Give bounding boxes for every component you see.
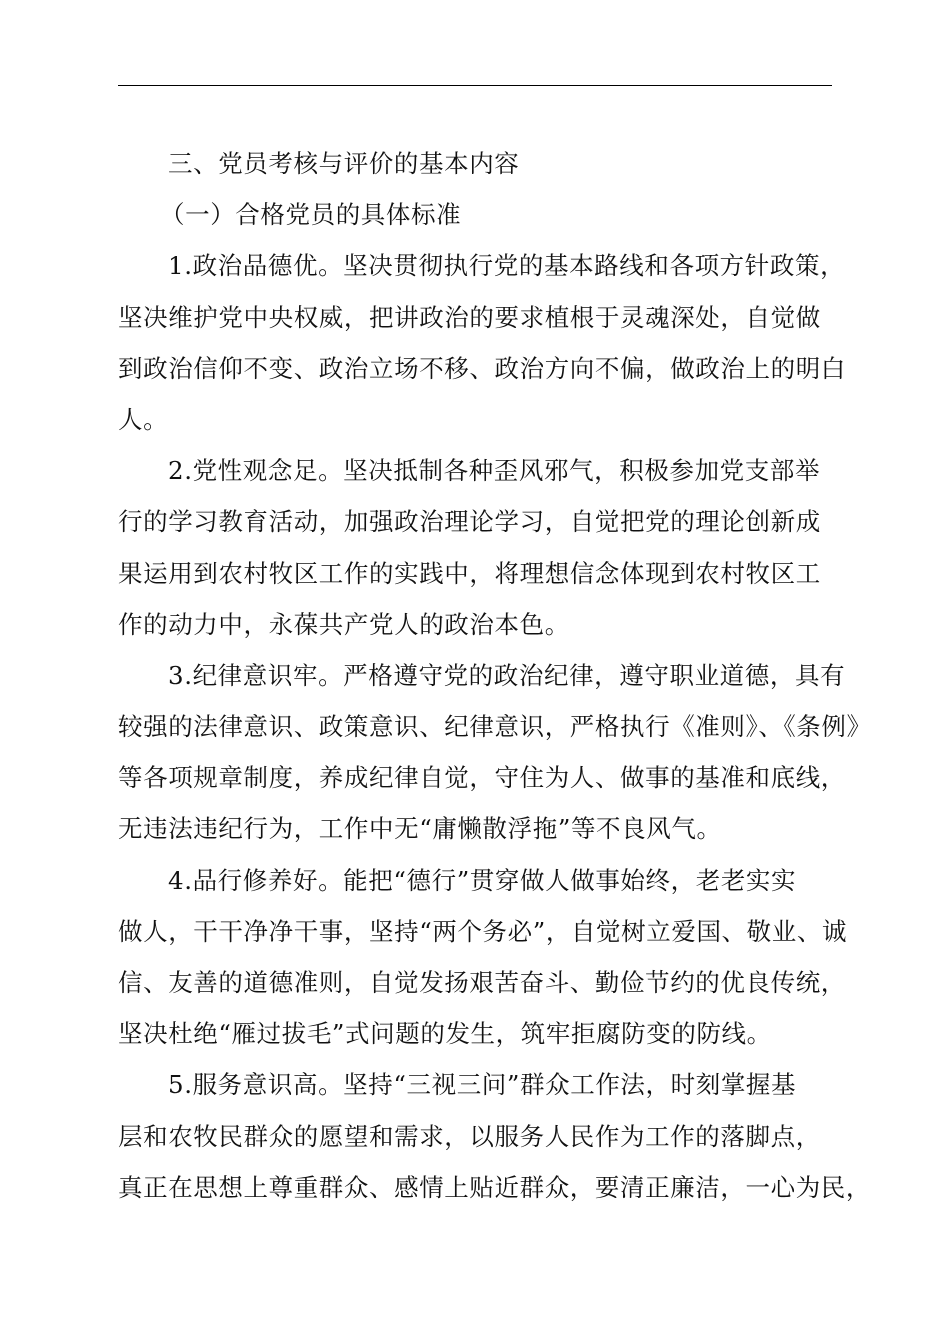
paragraph-line: 层和农牧民群众的愿望和需求，以服务人民作为工作的落脚点，	[118, 1121, 821, 1151]
subsection-heading: （一）合格党员的具体标准	[160, 200, 462, 230]
document-body	[118, 138, 872, 1213]
paragraph-line: 1.政治品德优。坚决贯彻执行党的基本路线和各项方针政策，	[168, 251, 846, 281]
paragraph-service	[118, 1059, 871, 1213]
paragraph-line: 果运用到农村牧区工作的实践中，将理想信念体现到农村牧区工	[118, 558, 821, 588]
paragraph-political-character	[118, 240, 846, 445]
section-heading: 三、党员考核与评价的基本内容	[168, 149, 520, 178]
paragraph-line: 真正在思想上尊重群众、感情上贴近群众，要清正廉洁，一心为民，	[118, 1172, 871, 1202]
paragraph-line: 作的动力中，永葆共产党人的政治本色。	[118, 609, 570, 639]
paragraph-line: 坚决杜绝“雁过拔毛”式问题的发生，筑牢拒腐防变的防线。	[118, 1019, 772, 1049]
paragraph-line: 3.纪律意识牢。严格遵守党的政治纪律，遵守职业道德，具有	[168, 660, 846, 690]
paragraph-line: 到政治信仰不变、政治立场不移、政治方向不偏，做政治上的明白	[118, 353, 846, 383]
paragraph-line: 无违法违纪行为，工作中无“庸懒散浮拖”等不良风气。	[118, 814, 722, 844]
paragraph-line: 坚决维护党中央权威，把讲政治的要求植根于灵魂深处，自觉做	[118, 302, 821, 332]
paragraph-line: 5.服务意识高。坚持“三视三问”群众工作法，时刻掌握基	[168, 1070, 797, 1100]
paragraph-line: 2.党性观念足。坚决抵制各种歪风邪气，积极参加党支部举	[168, 456, 821, 486]
paragraph-line: 信、友善的道德准则，自觉发扬艰苦奋斗、勤俭节约的优良传统，	[118, 968, 846, 997]
paragraph-line: 等各项规章制度，养成纪律自觉，守住为人、做事的基准和底线，	[118, 763, 846, 793]
paragraph-line: 4.品行修养好。能把“德行”贯穿做人做事始终，老老实实	[168, 865, 797, 895]
header-rule	[118, 85, 832, 86]
paragraph-line: 较强的法律意识、政策意识、纪律意识，严格执行《准则》、《条例》	[118, 712, 872, 742]
paragraph-party-spirit	[118, 445, 834, 650]
paragraph-line: 做人，干干净净干事，坚持“两个务必”，自觉树立爱国、敬业、诚	[118, 916, 848, 946]
paragraph-line: 行的学习教育活动，加强政治理论学习，自觉把党的理论创新成	[118, 507, 821, 537]
paragraph-conduct	[118, 855, 848, 1060]
paragraph-discipline	[118, 650, 872, 855]
paragraph-line: 人。	[118, 404, 169, 434]
